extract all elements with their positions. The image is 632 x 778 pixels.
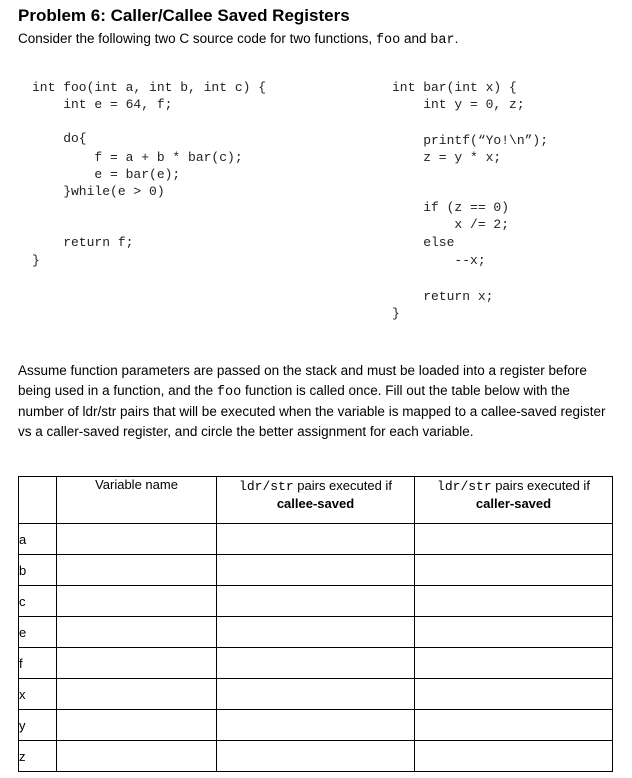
code-line: int foo(int a, int b, int c) { bbox=[32, 80, 267, 95]
code-line: int y = 0, z; bbox=[392, 97, 525, 112]
code-line: x /= 2; bbox=[392, 217, 510, 232]
code-line: } bbox=[32, 253, 40, 268]
callee-saved-cell[interactable] bbox=[217, 741, 415, 772]
header-variable-name: Variable name bbox=[57, 477, 217, 524]
code-line: else bbox=[392, 235, 455, 250]
code-line: return f; bbox=[32, 235, 134, 250]
instructions-paragraph: Assume function parameters are passed on the stack and must be loaded into a register before being used in a function, and the foo function is called once. Fill out the table below with the number of ldr/str pairs that will be executed when the variable is mapped to a callee-saved register vs a caller-saved register, and circle the better assignment for each variable. bbox=[18, 363, 606, 439]
caller-saved-cell[interactable] bbox=[415, 555, 613, 586]
variable-name-cell bbox=[57, 555, 217, 586]
table-row bbox=[19, 524, 613, 555]
code-line: f = a + b * bar(c); bbox=[32, 150, 243, 165]
caller-saved-cell[interactable] bbox=[415, 679, 613, 710]
variable-name-cell bbox=[57, 648, 217, 679]
caller-saved-cell[interactable] bbox=[415, 524, 613, 555]
variable-label: b bbox=[19, 555, 57, 586]
variable-label: x bbox=[19, 679, 57, 710]
caller-saved-cell[interactable] bbox=[415, 586, 613, 617]
problem-subtitle: Consider the following two C source code for two functions, foo and bar. bbox=[18, 31, 459, 48]
variable-name-cell bbox=[57, 710, 217, 741]
variable-label: a bbox=[19, 524, 57, 555]
code-line: e = bar(e); bbox=[32, 167, 181, 182]
table-row bbox=[19, 710, 613, 741]
table-header-row bbox=[19, 477, 613, 524]
callee-saved-cell[interactable] bbox=[217, 524, 415, 555]
variable-name-cell bbox=[57, 741, 217, 772]
header-spacer bbox=[19, 477, 57, 524]
table-row bbox=[19, 586, 613, 617]
code-line: int e = 64, f; bbox=[32, 97, 173, 112]
callee-saved-cell[interactable] bbox=[217, 710, 415, 741]
problem-title: Problem 6: Caller/Callee Saved Registers bbox=[18, 6, 350, 25]
callee-saved-cell[interactable] bbox=[217, 586, 415, 617]
callee-saved-cell[interactable] bbox=[217, 679, 415, 710]
variable-name-cell bbox=[57, 524, 217, 555]
header-callee-saved: ldr/str pairs executed if callee-saved bbox=[217, 477, 415, 524]
table-row bbox=[19, 679, 613, 710]
variable-label: f bbox=[19, 648, 57, 679]
variable-label: y bbox=[19, 710, 57, 741]
caller-saved-cell[interactable] bbox=[415, 741, 613, 772]
code-line: --x; bbox=[392, 253, 486, 268]
table-row bbox=[19, 617, 613, 648]
function-name-foo: foo bbox=[375, 33, 401, 48]
callee-saved-cell[interactable] bbox=[217, 617, 415, 648]
callee-saved-cell[interactable] bbox=[217, 648, 415, 679]
variable-label: z bbox=[19, 741, 57, 772]
table-row bbox=[19, 648, 613, 679]
caller-saved-cell[interactable] bbox=[415, 648, 613, 679]
table-row bbox=[19, 555, 613, 586]
function-name-bar: bar bbox=[430, 33, 455, 48]
table-row bbox=[19, 741, 613, 772]
callee-saved-cell[interactable] bbox=[217, 555, 415, 586]
code-line: if (z == 0) bbox=[392, 200, 510, 215]
variable-name-cell bbox=[57, 617, 217, 648]
code-line: int bar(int x) { bbox=[392, 80, 517, 95]
code-line: } bbox=[392, 306, 400, 321]
code-line: return x; bbox=[392, 289, 494, 304]
variable-name-cell bbox=[57, 679, 217, 710]
code-line: z = y * x; bbox=[392, 150, 502, 165]
code-line: }while(e > 0) bbox=[32, 184, 165, 199]
caller-saved-cell[interactable] bbox=[415, 617, 613, 648]
caller-saved-cell[interactable] bbox=[415, 710, 613, 741]
header-caller-saved: ldr/str pairs executed if caller-saved bbox=[415, 477, 613, 524]
answer-table bbox=[18, 476, 613, 772]
code-line: do{ bbox=[32, 131, 87, 146]
variable-label: e bbox=[19, 617, 57, 648]
function-name-foo: foo bbox=[216, 384, 242, 400]
variable-name-cell bbox=[57, 586, 217, 617]
variable-label: c bbox=[19, 586, 57, 617]
code-line: printf(“Yo!\n”); bbox=[392, 133, 549, 148]
